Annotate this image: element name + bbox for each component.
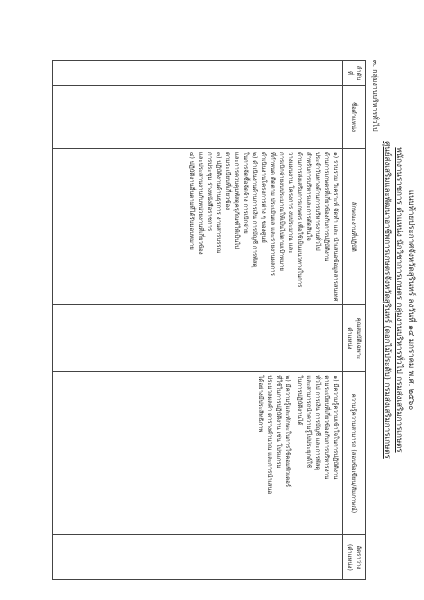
duty-line: ด้านการส่งเสริมการเกษตร เพื่อใช้เป็นแนวทางในการ [296,152,303,288]
position-title-text: พนักงานราชการ ตำแหน่ง นักวิชาการเกษตร กลุ่มงานบริหารทั่วไป กรมส่งเสริมการเกษตร [395,147,404,453]
cell-duties [53,149,343,305]
table-row [53,61,343,580]
duty-line: การเบิกจ่ายงบประมาณให้เป็นไปตามเป้าหมาย [278,152,285,271]
header-duties: ลักษณะงานที่ปฏิบัติ [343,149,366,305]
position-table [52,60,366,580]
requirement-line: ประมวลผลคำ ตารางคำนวณ และการนำเสนอ [266,375,273,495]
table-header-row [343,61,366,580]
agency-line [382,0,392,600]
duty-line: ๓) ปฏิบัติงานด้านธุรการ งานสารบรรณ [215,152,222,254]
requirement-line: และสามารถนำความรู้ไปประยุกต์ใช้ [305,375,312,468]
requirement-line: ในการปฏิบัติงานได้ [296,375,303,426]
position-title-line [394,0,404,600]
requirement-line: ตามระเบียบที่เกี่ยวข้องกับการบริหารงาน [323,375,330,480]
duty-line: ตามระเบียบที่เกี่ยวข้อง [224,152,231,211]
duty-line: การประชุม ร่างหนังสือราชการ [206,152,213,232]
cell-seq [53,61,343,86]
requirement-line: ได้อย่างมีประสิทธิภาพ [257,375,264,433]
announcement-attachment-line: แนบท้ายประกาศจังหวัดสุรินทร์ ลงวันที่ ๑๔ มกราคม พ.ศ. ๒๕๖๐ [407,189,416,411]
duty-line: และการควบคุมพัสดุครุภัณฑ์ให้เป็นไป [233,152,240,250]
duty-line: วางแผนงาน โครงการ งบประมาณ และ [287,152,294,254]
duty-line: ด้านการเกษตรที่เกี่ยวข้องกับการปฏิบัติงาน [323,152,330,262]
requirement-line: ๒) มีความรู้และทักษะในการใช้คอมพิวเตอร์ [284,375,291,487]
header-vacancy-count: อัตราว่าง (ตำแหน่ง) [343,535,366,580]
cell-requirements [53,372,343,535]
cell-position [53,86,343,149]
requirement-line: ทั่วไป การเงิน การบัญชี และการพัสดุ [314,375,321,471]
header-seq: ลำดับที่ [343,61,366,86]
duty-line: ๑) รวบรวม วิเคราะห์ จัดทำ และ นำเสนอข้อมูลสารสนเทศ [332,152,339,302]
duty-line: ประจำวันทางด้านการบริหารงานทั่วไป [314,152,321,251]
section-heading: ๓. กลุ่มงานบริหารทั่วไป [371,60,379,132]
duty-line: ๔) ปฏิบัติงานอื่นตามที่ได้รับมอบหมาย [188,152,195,250]
header-standard: คุณสมบัติเฉพาะตำแหน่ง [343,305,366,372]
cell-standard [53,305,343,372]
duty-line: ดำเนินงานโครงการต่าง ๆ ของศูนย์ [260,152,267,243]
duty-line: ในการจัดซื้อจัดจ้าง การเบิกจ่าย [242,152,249,234]
duty-line: ที่กำหนด ติดตาม ประเมินผล และรายงานผลการ [269,152,276,276]
header-position: ชื่อตำแหน่ง [343,86,366,149]
duty-line: และประสานงานกับหน่วยงานที่เกี่ยวข้อง [197,152,204,255]
duty-line: ๒) ดำเนินงานด้านการเงิน การบัญชี การพัสดุ [251,152,258,268]
duty-line: สำหรับการบริหารและการตัดสินใจ [305,152,312,241]
requirement-line: ที่ใช้ในการปฏิบัติงาน เช่น โปรแกรม [275,375,282,469]
header-requirements: ความรู้ความสามารถ (สอบข้อเขียน/สัมภาษณ์) [343,372,366,535]
agency-text: ศูนย์ส่งเสริมและพัฒนาอาชีพการเกษตรจังหวัดสุรินทร์ (ดอกไม้ประดับ) กรมส่งเสริมการเกษตร [383,141,392,459]
cell-vacancy-count [53,535,343,580]
requirement-line: ๑) มีความรู้ความเข้าใจในการปฏิบัติงาน [332,375,339,480]
